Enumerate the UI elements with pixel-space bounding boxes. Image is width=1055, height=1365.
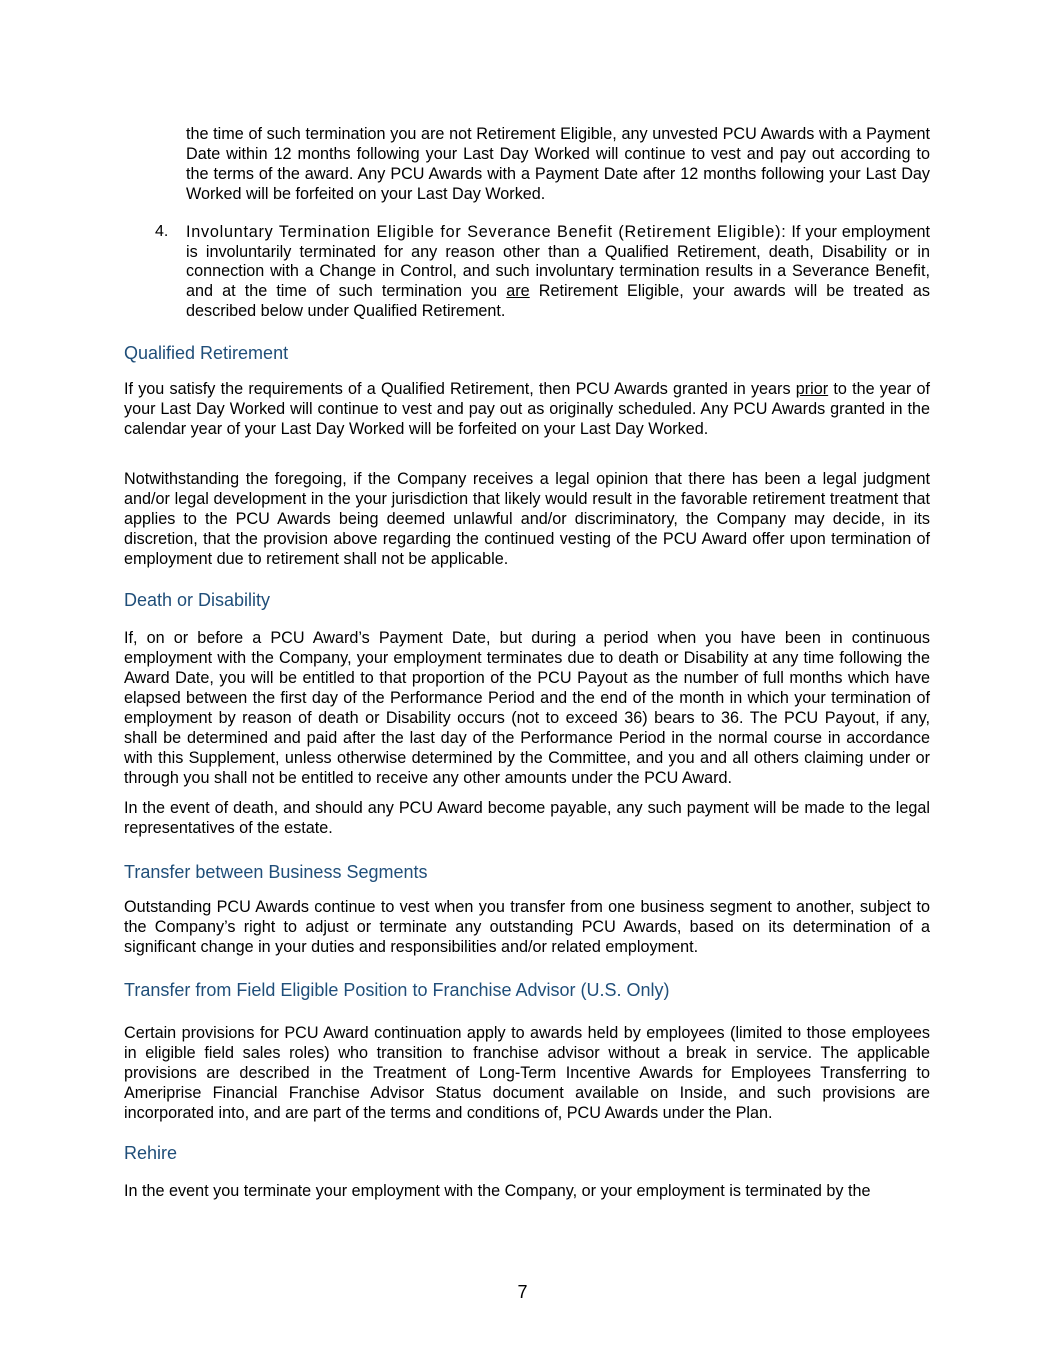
list-item-4 <box>155 222 930 323</box>
field-paragraph: Certain provisions for PCU Award continuation apply to awards held by employees (limited to those employees in eligible field sales roles) who transition to franchise advisor without a break in service. The applicable provisions are described in the Treatment of Long-Term Incentive Awards for Employees Transferring to Ameriprise Financial Franchise Advisor Status document available on Inside, and such provisions are incorporated into, and are part of the terms and conditions of, PCU Awards under the Plan. <box>124 1024 930 1122</box>
qualified-paragraph-1: If you satisfy the requirements of a Qualified Retirement, then PCU Awards granted in years prior to the year of your Last Day Worked will continue to vest and pay out as originally scheduled. Any PCU Awards granted in the calendar year of your Last Day Worked will be forfeited on your Last Day Worked. <box>124 380 931 438</box>
heading-qualified-retirement: Qualified Retirement <box>124 343 289 364</box>
rehire-paragraph: In the event you terminate your employment with the Company, or your employment is terminated by the <box>124 1181 871 1200</box>
list-item-text: Involuntary Termination Eligible for Severance Benefit (Retirement Eligible): If your employment is involuntarily terminated for any reason other than a Qualified Retirement, death, Disability or in connection with a Change in Control, and such involuntary termination results in a Severance Benefit, and at the time of such termination you are Retirement Eligible, your awards will be treated as described below under Qualified Retirement. <box>186 222 930 321</box>
death-paragraph-1: If, on or before a PCU Award’s Payment Date, but during a period when you have been in continuous employment with the Company, your employment terminates due to death or Disability at any time following the Award Date, you will be entitled to that proportion of the PCU Payout as the number of full months which have elapsed between the first day of the Performance Period and the end of the month in which your termination of employment by reason of death or Disability occurs (not to exceed 36) bears to 36. The PCU Payout, if any, shall be determined and paid after the last day of the Performance Period in the normal course in accordance with this Supplement, unless otherwise determined by the Committee, and you and all others claiming under or through you shall not be entitled to receive any other amounts under the PCU Award. <box>124 629 930 787</box>
underlined-prior: prior <box>795 380 829 399</box>
heading-transfer-field-eligible: Transfer from Field Eligible Position to Franchise Advisor (U.S. Only) <box>124 980 670 1001</box>
transfer-paragraph: Outstanding PCU Awards continue to vest when you transfer from one business segment to another, subject to the Company’s right to adjust or terminate any outstanding PCU Awards, based on its determination of a significant change in your duties and responsibilities and/or related employment. <box>124 898 930 957</box>
heading-death-or-disability: Death or Disability <box>124 590 271 611</box>
qualified-paragraph-2: Notwithstanding the foregoing, if the Company receives a legal opinion that there has been a legal judgment and/or legal development in the your jurisdiction that likely would result in the favorable retirement treatment that applies to the PCU Awards being deemed unlawful and/or discriminatory, the Company may decide, in its discretion, that the provision above regarding the continued vesting of the PCU Award offer upon termination of employment due to retirement shall not be applicable. <box>124 469 930 568</box>
death-paragraph-2: In the event of death, and should any PCU Award become payable, any such payment will be made to the legal representatives of the estate. <box>124 798 930 837</box>
list-number: 4. <box>155 222 169 240</box>
heading-rehire: Rehire <box>124 1142 178 1163</box>
list-item-lead: Involuntary Termination Eligible for Severance Benefit (Retirement Eligible): <box>186 222 787 241</box>
heading-transfer-business-segments: Transfer between Business Segments <box>124 862 428 883</box>
underlined-are: are <box>506 282 530 301</box>
page-number: 7 <box>517 1282 528 1302</box>
continued-paragraph: the time of such termination you are not Retirement Eligible, any unvested PCU Awards with a Payment Date within 12 months following your Last Day Worked will continue to vest and pay out according to the terms of the award. Any PCU Awards with a Payment Date after 12 months following your Last Day Worked will be forfeited on your Last Day Worked. <box>186 125 930 203</box>
document-page <box>124 125 930 1202</box>
